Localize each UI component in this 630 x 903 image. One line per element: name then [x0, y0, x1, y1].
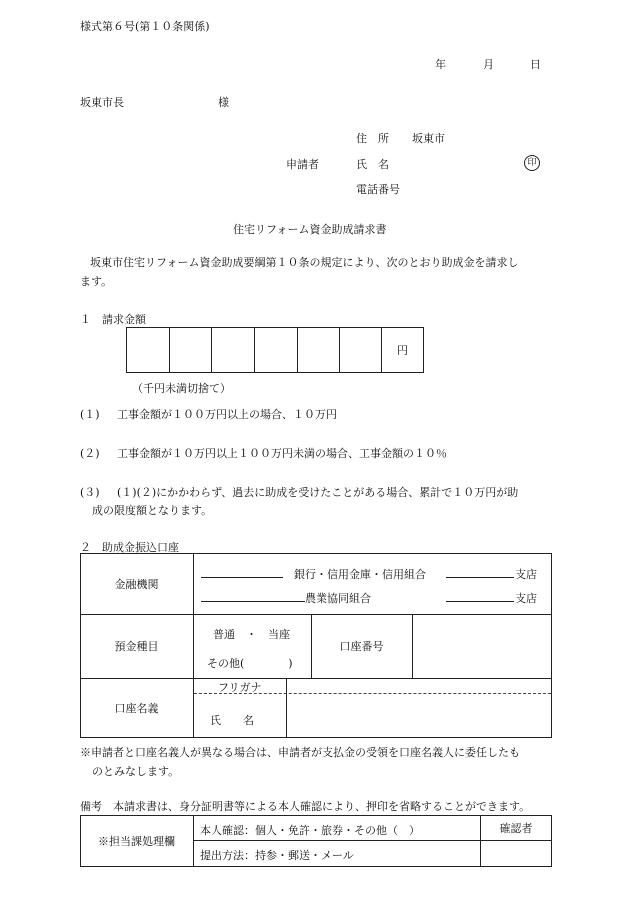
condition-1-num: (１)	[80, 408, 100, 421]
addressee-honorific: 様	[218, 96, 229, 109]
delegation-note-line1: ※申請者と口座名義人が異なる場合は、申請者が支払金の受領を口座名義人に委任したも	[80, 746, 520, 759]
account-number-label: 口座番号	[339, 640, 384, 653]
amount-unit: 円	[397, 344, 408, 357]
applicant-name-label: 氏 名	[356, 158, 389, 171]
delegation-note-line2: のとみなします。	[92, 765, 180, 778]
bank-label: 金融機関	[114, 577, 159, 591]
office-use-label: ※担当課処理欄	[98, 835, 175, 848]
condition-3-text: (１)(２)にかかわらず、過去に助成を受けたことがある場合、累計で１０万円が助	[117, 486, 519, 499]
confirmer-field[interactable]	[482, 842, 550, 865]
furigana-label: フリガナ	[218, 681, 262, 694]
account-type-other[interactable]: その他( )	[207, 657, 293, 670]
applicant-label: 申請者	[286, 158, 319, 171]
applicant-address-label: 住 所	[356, 132, 389, 145]
amount-box[interactable]	[126, 327, 424, 373]
identity-check-text[interactable]: 本人確認：個人・免許・旅券・その他（ ）	[200, 824, 420, 837]
holder-name-label: 氏 名	[210, 714, 254, 727]
document-title: 住宅リフォーム資金助成請求書	[233, 223, 387, 236]
remarks: 備考 本請求書は、身分証明書等による本人確認により、押印を省略することができます。	[80, 800, 531, 813]
agri-coop-text: 農業協同組合	[305, 592, 371, 605]
addressee-name: 坂東市長	[80, 96, 124, 109]
condition-1-text: 工事金額が１００万円以上の場合、１０万円	[117, 408, 337, 421]
branch-name-field-1[interactable]	[446, 577, 514, 578]
section2-heading: ２ 助成金振込口座	[80, 541, 179, 554]
agri-coop-name-field[interactable]	[201, 601, 305, 602]
date-month-label: 月	[483, 58, 494, 71]
confirmer-label: 確認者	[499, 821, 533, 835]
condition-3-num: (３)	[80, 486, 100, 499]
submission-method-text[interactable]: 提出方法：持参・郵送・メール	[200, 849, 354, 862]
account-type-label: 預金種目	[114, 640, 159, 653]
account-type-options[interactable]: 普通 ・ 当座	[213, 628, 290, 641]
condition-2-num: (２)	[80, 447, 100, 460]
applicant-address-value: 坂東市	[412, 132, 445, 145]
amount-rounding-note: （千円未満切捨て）	[132, 382, 231, 395]
form-number: 様式第６号(第１０条関係)	[80, 20, 210, 33]
applicant-phone-label: 電話番号	[356, 183, 400, 196]
date-year-label: 年	[435, 58, 446, 71]
account-number-field[interactable]	[414, 616, 550, 676]
condition-2-text: 工事金額が１０万円以上１００万円未満の場合、工事金額の１０％	[117, 447, 447, 460]
bank-type-text: 銀行・信用金庫・信用組合	[294, 568, 426, 581]
condition-3-cont: 成の限度額となります。	[92, 504, 213, 517]
branch-label-1: 支店	[515, 568, 537, 581]
holder-label: 口座名義	[114, 702, 159, 715]
section1-heading: １ 請求金額	[80, 313, 146, 326]
seal-mark-icon: 印	[524, 155, 540, 171]
intro-text-line2: ます。	[80, 275, 113, 288]
branch-name-field-2[interactable]	[446, 601, 514, 602]
intro-text-line1: 坂東市住宅リフォーム資金助成要綱第１０条の規定により、次のとおり助成金を請求し	[90, 256, 519, 269]
branch-label-2: 支店	[515, 592, 537, 605]
date-day-label: 日	[530, 58, 541, 71]
bank-name-field[interactable]	[201, 577, 283, 578]
holder-name-field[interactable]	[288, 695, 550, 736]
